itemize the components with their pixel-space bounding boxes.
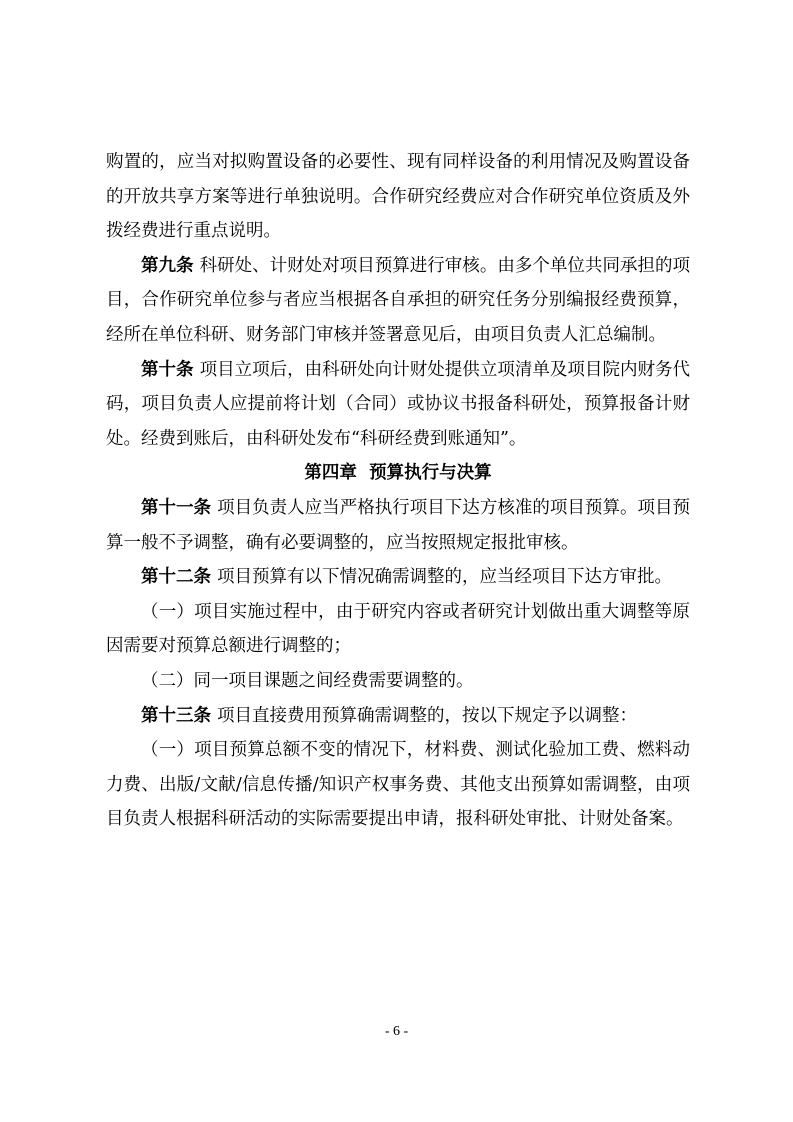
- paragraph-continuation: 购置的，应当对拟购置设备的必要性、现有同样设备的利用情况及购置设备的开放共享方案等进行单独说明。合作研究经费应对合作研究单位资质及外拨经费进行重点说明。: [106, 152, 690, 242]
- article-11: [106, 491, 690, 560]
- list-item: （一）项目预算总额不变的情况下，材料费、测试化验加工费、燃料动力费、出版/文献/信息传播/知识产权事务费、其他支出预算如需调整，由项目负责人根据科研活动的实际需要提出申请，报科研处审批、计财处备案。: [106, 740, 690, 830]
- article-text: 科研处、计财处对项目预算进行审核。由多个单位共同承担的项目，合作研究单位参与者应当根据各自承担的研究任务分别编报经费预算，经所在单位科研、财务部门审核并签署意见后，由项目负责人汇总编制。: [106, 255, 691, 345]
- article-text: 项目负责人应当严格执行项目下达方核准的项目预算。项目预算一般不予调整，确有必要调整的，应当按照规定报批审核。: [106, 497, 691, 553]
- article-label: 第十一条: [141, 497, 212, 518]
- list-item: （二）同一项目课题之间经费需要调整的。: [141, 670, 474, 691]
- article-text: 项目立项后，由科研处向计财处提供立项清单及项目院内财务代码，项目负责人应提前将计划（合同）或协议书报备科研处，预算报备计财处。经费到账后，由科研处发布“科研经费到账通知”。: [106, 359, 691, 449]
- page-number: - 6 -: [384, 1024, 409, 1039]
- article-label: 第十二条: [141, 567, 211, 588]
- article-12: [106, 560, 690, 595]
- article-13: [106, 699, 690, 734]
- article-text: 项目直接费用预算确需调整的，按以下规定予以调整：: [217, 705, 637, 726]
- body-text: [106, 145, 690, 837]
- list-item: （一）项目实施过程中，由于研究内容或者研究计划做出重大调整等原因需要对预算总额进行调整的；: [106, 601, 690, 657]
- article-9: [106, 249, 690, 353]
- chapter-heading: 第四章 预算执行与决算: [304, 463, 492, 484]
- article-label: 第十三条: [141, 705, 211, 726]
- article-label: 第九条: [141, 255, 194, 276]
- article-label: 第十条: [141, 359, 194, 380]
- article-text: 项目预算有以下情况确需调整的，应当经项目下达方审批。: [217, 567, 672, 588]
- article-10: [106, 353, 690, 457]
